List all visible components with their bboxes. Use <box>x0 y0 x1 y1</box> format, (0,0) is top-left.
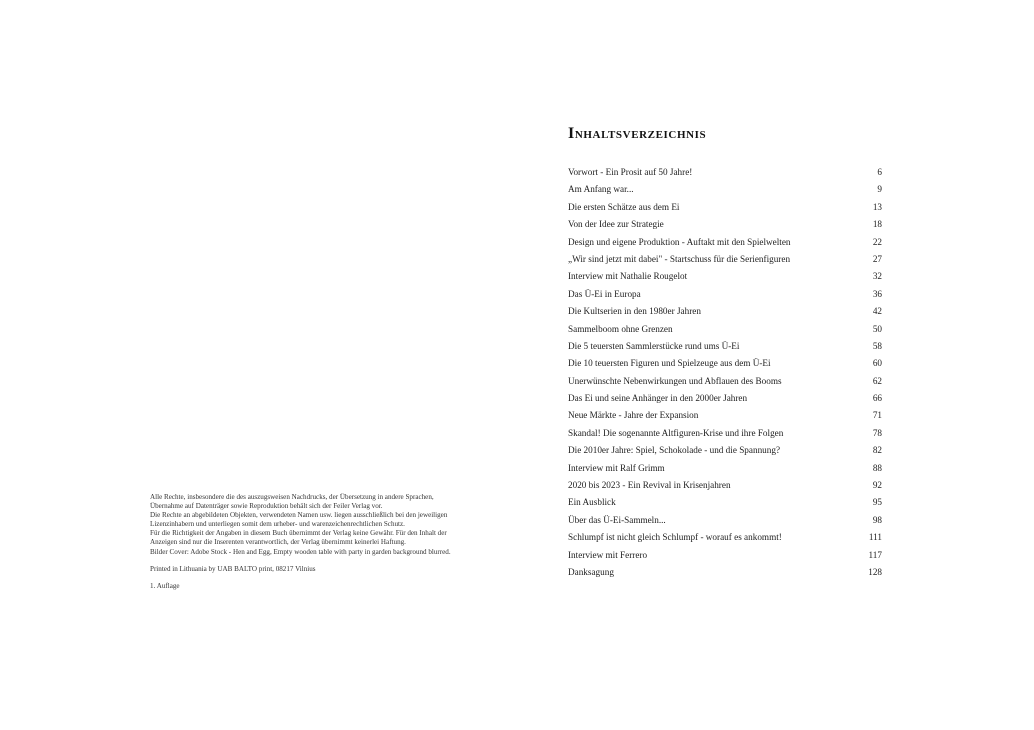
toc-entry-title: Von der Idee zur Strategie <box>568 219 664 230</box>
toc-entry[interactable] <box>568 303 882 320</box>
edition-note: 1. Auflage <box>150 581 180 590</box>
toc-entry[interactable] <box>568 477 882 494</box>
toc-entry-page: 95 <box>872 497 882 508</box>
toc-entry-page: 117 <box>868 549 882 560</box>
toc-entry-title: Interview mit Ralf Grimm <box>568 462 665 473</box>
toc-entry[interactable] <box>568 199 882 216</box>
toc-entry-title: 2020 bis 2023 - Ein Revival in Krisenjahren <box>568 480 731 491</box>
toc-entry[interactable] <box>568 251 882 268</box>
toc-entry-title: Die ersten Schätze aus dem Ei <box>568 201 680 212</box>
toc-entry-title: Die 2010er Jahre: Spiel, Schokolade - und die Spannung? <box>568 445 781 456</box>
toc-entry-page: 88 <box>872 462 882 473</box>
toc-entry-page: 22 <box>872 236 882 247</box>
toc-entry[interactable] <box>568 268 882 285</box>
toc-entry-title: Die 5 teuersten Sammlerstücke rund ums Ü-Ei <box>568 340 740 351</box>
toc-entry-page: 58 <box>872 340 882 351</box>
toc-entry-page: 78 <box>872 427 882 438</box>
toc-entry[interactable] <box>568 373 882 390</box>
toc-entry[interactable] <box>568 547 882 564</box>
toc-entry-page: 18 <box>872 219 882 230</box>
toc-entry-title: Sammelboom ohne Grenzen <box>568 323 673 334</box>
toc-entry-page: 128 <box>868 566 882 577</box>
table-of-contents <box>568 124 882 581</box>
toc-entry-page: 66 <box>872 393 882 404</box>
printer-note: Printed in Lithuania by UAB BALTO print, 08217 Vilnius <box>150 564 316 573</box>
toc-entry[interactable] <box>568 564 882 581</box>
imprint-line: Für die Richtigkeit der Angaben in diesem Buch übernimmt der Verlag keine Gewähr. Für den Inhalt der <box>150 529 447 538</box>
toc-entry[interactable] <box>568 460 882 477</box>
toc-entry-title: Das Ei und seine Anhänger in den 2000er Jahren <box>568 393 748 404</box>
toc-entry[interactable] <box>568 338 882 355</box>
toc-entry[interactable] <box>568 181 882 198</box>
toc-title: Inhaltsverzeichnis <box>568 125 707 142</box>
toc-entry-page: 92 <box>872 480 882 491</box>
toc-entry-page: 9 <box>877 184 882 195</box>
toc-entry-page: 42 <box>872 306 882 317</box>
toc-entry-title: Das Ü-Ei in Europa <box>568 288 641 299</box>
toc-entry-page: 60 <box>872 358 882 369</box>
toc-entry-page: 27 <box>872 253 882 264</box>
toc-entry-title: Design und eigene Produktion - Auftakt mit den Spielwelten <box>568 236 791 247</box>
toc-entry-page: 98 <box>872 514 882 525</box>
toc-entry-page: 13 <box>872 201 882 212</box>
toc-entry[interactable] <box>568 234 882 251</box>
toc-entry[interactable] <box>568 425 882 442</box>
toc-entry-title: Neue Märkte - Jahre der Expansion <box>568 410 699 421</box>
toc-entry-title: Schlumpf ist nicht gleich Schlumpf - worauf es ankommt! <box>568 532 782 543</box>
toc-entry[interactable] <box>568 216 882 233</box>
toc-entry-title: Die 10 teuersten Figuren und Spielzeuge aus dem Ü-Ei <box>568 358 771 369</box>
toc-entry-page: 82 <box>872 445 882 456</box>
toc-entry-page: 62 <box>872 375 882 386</box>
toc-entry[interactable] <box>568 286 882 303</box>
imprint-line: Anzeigen sind nur die Inserenten verantwortlich, der Verlag übernimmt keinerlei Haftung. <box>150 538 406 547</box>
imprint-line: Übernahme auf Datenträger sowie Reproduktion behält sich der Feiler Verlag vor. <box>150 502 383 511</box>
imprint-line: Alle Rechte, insbesondere die des auszugsweisen Nachdrucks, der Übersetzung in andere Sprachen, <box>150 493 434 501</box>
toc-entry[interactable] <box>568 321 882 338</box>
toc-entry[interactable] <box>568 494 882 511</box>
toc-entry[interactable] <box>568 164 882 181</box>
toc-entry[interactable] <box>568 512 882 529</box>
toc-entry-title: Am Anfang war... <box>568 184 634 195</box>
toc-entry-title: Interview mit Nathalie Rougelot <box>568 271 688 282</box>
toc-entry[interactable] <box>568 442 882 459</box>
toc-entry-page: 50 <box>872 323 882 334</box>
toc-entry-title: Unerwünschte Nebenwirkungen und Abflauen des Booms <box>568 375 782 386</box>
toc-entry[interactable] <box>568 529 882 546</box>
toc-entry-page: 71 <box>872 410 882 421</box>
imprint-line: Lizenzinhabern und unterliegen somit dem urheber- und warenzeichenrechtlichen Schutz. <box>150 520 405 529</box>
toc-entry-title: Interview mit Ferrero <box>568 549 648 560</box>
imprint-line: Bilder Cover: Adobe Stock - Hen and Egg, Empty wooden table with party in garden background blurred. <box>150 547 451 556</box>
toc-entry[interactable] <box>568 355 882 372</box>
imprint-block <box>150 493 470 591</box>
toc-entry-page: 36 <box>872 288 882 299</box>
toc-entry-page: 6 <box>877 167 882 177</box>
toc-entry-page: 32 <box>872 271 882 282</box>
toc-entry-title: „Wir sind jetzt mit dabei" - Startschuss für die Serienfiguren <box>568 253 791 264</box>
toc-entry-title: Danksagung <box>568 566 614 577</box>
toc-entry-title: Skandal! Die sogenannte Altfiguren-Krise und ihre Folgen <box>568 427 784 438</box>
toc-entry-title: Die Kultserien in den 1980er Jahren <box>568 306 701 317</box>
toc-list <box>568 164 882 581</box>
toc-entry[interactable] <box>568 390 882 407</box>
toc-entry[interactable] <box>568 407 882 424</box>
imprint-line: Die Rechte an abgebildeten Objekten, verwendeten Namen usw. liegen ausschließlich bei den jeweiligen <box>150 511 448 520</box>
toc-entry-title: Über das Ü-Ei-Sammeln... <box>568 514 666 525</box>
toc-entry-page: 111 <box>868 532 882 543</box>
toc-entry-title: Vorwort - Ein Prosit auf 50 Jahre! <box>568 167 693 177</box>
toc-entry-title: Ein Ausblick <box>568 497 616 508</box>
